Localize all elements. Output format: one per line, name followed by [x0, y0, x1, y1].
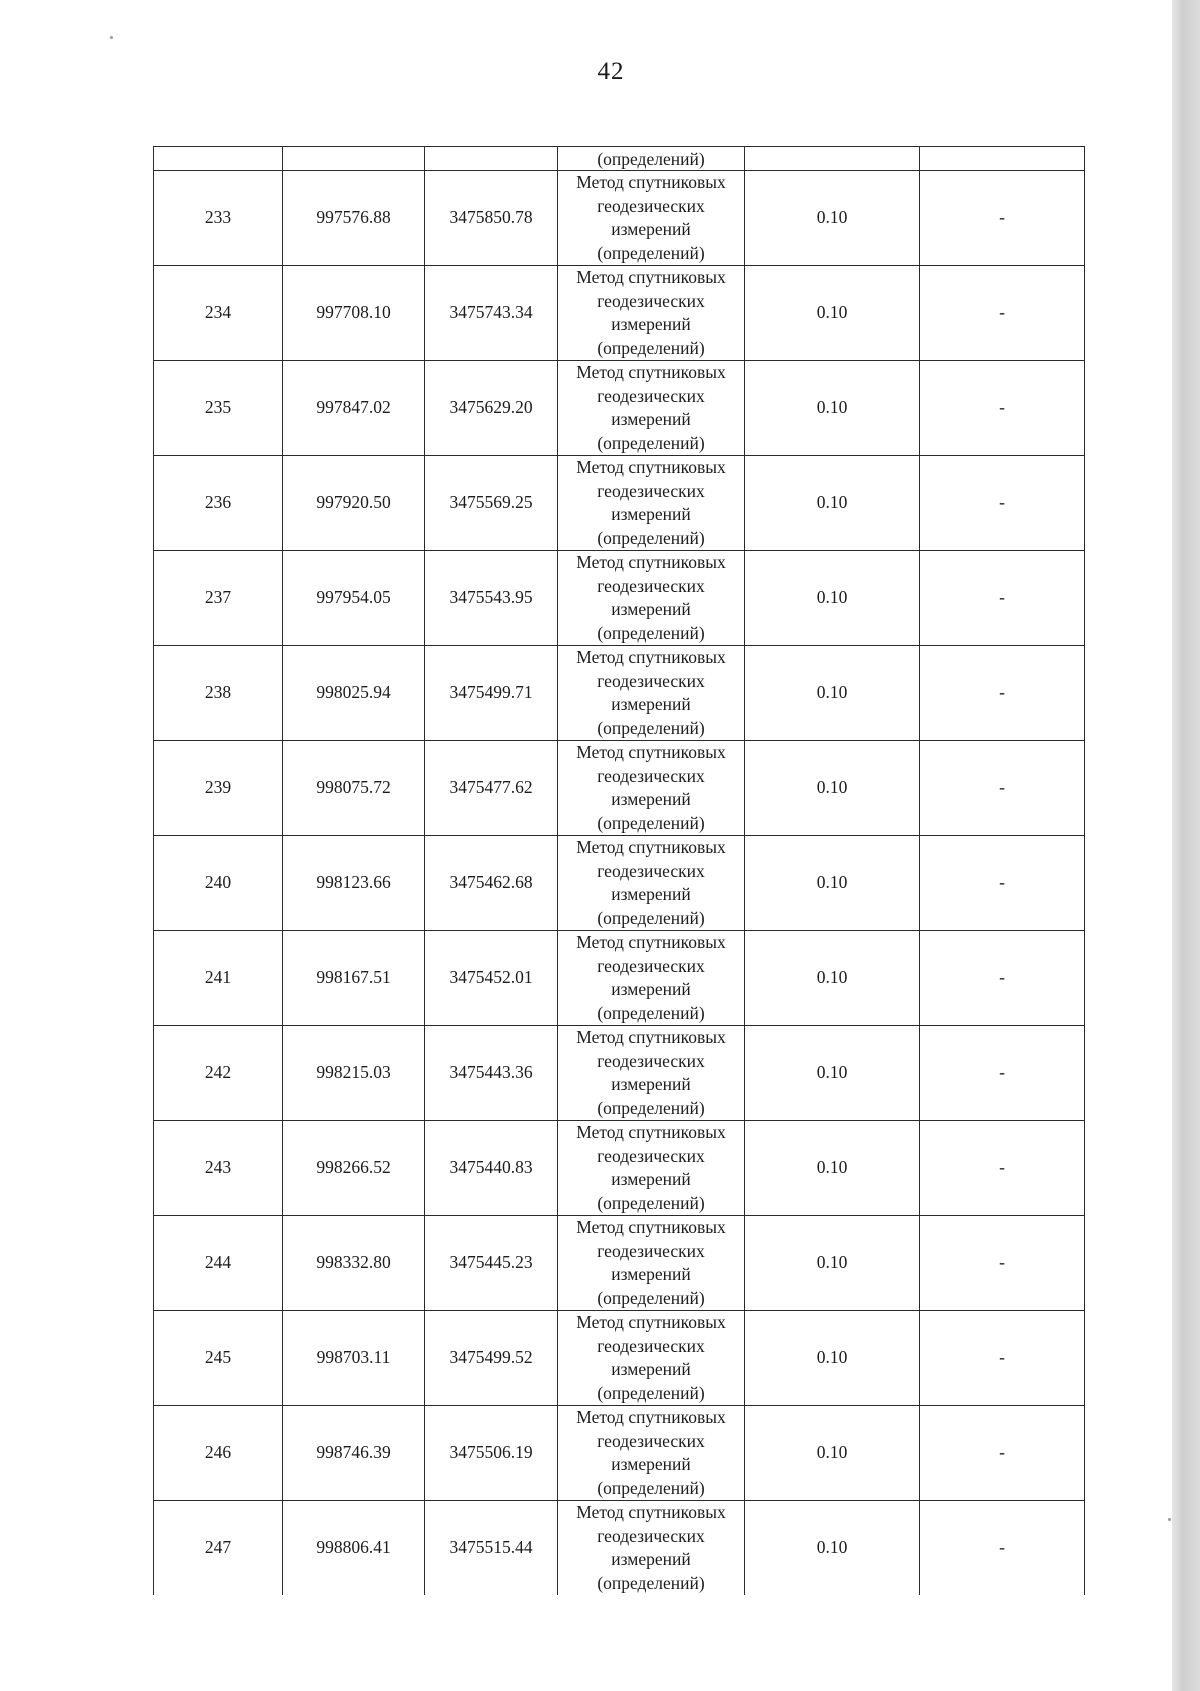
y-coordinate-cell: 3475443.36	[425, 1026, 558, 1121]
y-coordinate-cell: 3475543.95	[425, 551, 558, 646]
precision-cell: 0.10	[745, 1121, 920, 1216]
y-coordinate-cell: 3475445.23	[425, 1216, 558, 1311]
method-text-line: геодезических	[597, 1050, 705, 1071]
note-cell: -	[920, 931, 1085, 1026]
method-text-line: Метод спутниковых	[576, 457, 726, 477]
point-number-cell: 246	[154, 1406, 283, 1501]
point-number-cell: 239	[154, 741, 283, 836]
method-text-line: измерений	[611, 1549, 691, 1569]
method-text-line: измерений	[611, 599, 691, 619]
method-text-line: геодезических	[597, 860, 705, 881]
y-coordinate-cell: 3475477.62	[425, 741, 558, 836]
method-text-line: Метод спутниковых	[576, 172, 726, 192]
note-cell: -	[920, 836, 1085, 931]
method-text-line: (определений)	[597, 1287, 705, 1308]
method-text-line: измерений	[611, 1074, 691, 1094]
x-coordinate-cell: 998025.94	[283, 646, 425, 741]
method-text-line: (определений)	[597, 907, 705, 928]
coordinates-table-wrapper	[153, 146, 1084, 1595]
method-text-line: Метод спутниковых	[576, 1407, 726, 1427]
point-number-cell: 243	[154, 1121, 283, 1216]
x-coordinate-cell: 997847.02	[283, 361, 425, 456]
table-row	[154, 456, 1085, 551]
x-coordinate-cell: 998215.03	[283, 1026, 425, 1121]
x-coordinate-cell: 998746.39	[283, 1406, 425, 1501]
method-text-line: геодезических	[597, 195, 705, 216]
y-coordinate-cell: 3475506.19	[425, 1406, 558, 1501]
method-cell	[558, 361, 745, 456]
method-text-line: геодезических	[597, 955, 705, 976]
table-row	[154, 171, 1085, 266]
method-cell	[558, 646, 745, 741]
point-number-cell: 247	[154, 1501, 283, 1596]
point-number-cell: 244	[154, 1216, 283, 1311]
method-text-line: геодезических	[597, 765, 705, 786]
table-row	[154, 266, 1085, 361]
note-cell: -	[920, 1216, 1085, 1311]
x-coordinate-cell: 998703.11	[283, 1311, 425, 1406]
method-text-line: (определений)	[597, 432, 705, 453]
table-row	[154, 1121, 1085, 1216]
method-text-line: (определений)	[597, 242, 705, 263]
coordinates-table	[153, 146, 1085, 1595]
x-coordinate-cell: 997576.88	[283, 171, 425, 266]
precision-cell: 0.10	[745, 456, 920, 551]
note-cell: -	[920, 266, 1085, 361]
point-number-cell: 238	[154, 646, 283, 741]
x-coordinate-cell: 998123.66	[283, 836, 425, 931]
note-cell: -	[920, 1406, 1085, 1501]
x-coordinate-cell: 997954.05	[283, 551, 425, 646]
method-cell	[558, 741, 745, 836]
method-text-line: (определений)	[597, 1477, 705, 1498]
x-coordinate-cell: 998806.41	[283, 1501, 425, 1596]
table-row	[154, 646, 1085, 741]
method-text-line: Метод спутниковых	[576, 1312, 726, 1332]
note-cell: -	[920, 171, 1085, 266]
method-text-line: (определений)	[597, 1572, 705, 1593]
method-cell	[558, 456, 745, 551]
method-text-line: геодезических	[597, 575, 705, 596]
method-text-line: Метод спутниковых	[576, 1122, 726, 1142]
method-text-line: геодезических	[597, 1335, 705, 1356]
method-text-line: (определений)	[597, 1002, 705, 1023]
table-row	[154, 1026, 1085, 1121]
method-cell	[558, 171, 745, 266]
method-text-line: (определений)	[597, 1097, 705, 1118]
note-cell: -	[920, 1026, 1085, 1121]
method-cell	[558, 551, 745, 646]
method-text-line: измерений	[611, 694, 691, 714]
precision-cell: 0.10	[745, 1026, 920, 1121]
method-cell	[558, 266, 745, 361]
method-text-line: геодезических	[597, 480, 705, 501]
point-number-cell: 235	[154, 361, 283, 456]
x-coordinate-cell: 997920.50	[283, 456, 425, 551]
method-text-line: геодезических	[597, 385, 705, 406]
table-row	[154, 1311, 1085, 1406]
note-cell: -	[920, 741, 1085, 836]
method-text-line: Метод спутниковых	[576, 1502, 726, 1522]
method-text-line: (определений)	[597, 717, 705, 738]
continued-row	[154, 147, 1085, 171]
table-row	[154, 836, 1085, 931]
point-number-cell: 236	[154, 456, 283, 551]
method-text-line: измерений	[611, 314, 691, 334]
method-text-line: измерений	[611, 1169, 691, 1189]
scan-page-edge	[1172, 0, 1200, 1691]
precision-cell: 0.10	[745, 1311, 920, 1406]
y-coordinate-cell: 3475743.34	[425, 266, 558, 361]
note-cell: -	[920, 1311, 1085, 1406]
cell-empty	[425, 147, 558, 171]
method-text-line: геодезических	[597, 290, 705, 311]
y-coordinate-cell: 3475499.71	[425, 646, 558, 741]
method-text-line: Метод спутниковых	[576, 647, 726, 667]
table-row	[154, 1216, 1085, 1311]
cell-empty	[920, 147, 1085, 171]
method-text-line: Метод спутниковых	[576, 552, 726, 572]
point-number-cell: 245	[154, 1311, 283, 1406]
method-cell	[558, 1501, 745, 1596]
y-coordinate-cell: 3475515.44	[425, 1501, 558, 1596]
table-row	[154, 361, 1085, 456]
method-text-line: Метод спутниковых	[576, 742, 726, 762]
point-number-cell: 237	[154, 551, 283, 646]
method-text-line: измерений	[611, 1359, 691, 1379]
method-text-line: (определений)	[597, 812, 705, 833]
x-coordinate-cell: 998332.80	[283, 1216, 425, 1311]
method-cell	[558, 1311, 745, 1406]
note-cell: -	[920, 1121, 1085, 1216]
precision-cell: 0.10	[745, 361, 920, 456]
method-text-line: Метод спутниковых	[576, 932, 726, 952]
point-number-cell: 240	[154, 836, 283, 931]
table-row	[154, 551, 1085, 646]
y-coordinate-cell: 3475850.78	[425, 171, 558, 266]
cell-empty	[283, 147, 425, 171]
method-text-line: измерений	[611, 884, 691, 904]
point-number-cell: 242	[154, 1026, 283, 1121]
method-text-line: измерений	[611, 789, 691, 809]
point-number-cell: 233	[154, 171, 283, 266]
note-cell: -	[920, 646, 1085, 741]
table-row	[154, 741, 1085, 836]
method-text-line: Метод спутниковых	[576, 1027, 726, 1047]
method-text-line: геодезических	[597, 1525, 705, 1546]
precision-cell: 0.10	[745, 1501, 920, 1596]
continued-method-cell: (определений)	[558, 147, 745, 171]
method-text-line: (определений)	[597, 622, 705, 643]
precision-cell: 0.10	[745, 836, 920, 931]
table-row	[154, 931, 1085, 1026]
precision-cell: 0.10	[745, 551, 920, 646]
x-coordinate-cell: 998167.51	[283, 931, 425, 1026]
method-text-line: измерений	[611, 504, 691, 524]
table-row	[154, 1406, 1085, 1501]
y-coordinate-cell: 3475499.52	[425, 1311, 558, 1406]
table-row	[154, 1501, 1085, 1596]
method-text-line: (определений)	[597, 1192, 705, 1213]
precision-cell: 0.10	[745, 741, 920, 836]
point-number-cell: 234	[154, 266, 283, 361]
precision-cell: 0.10	[745, 646, 920, 741]
note-cell: -	[920, 1501, 1085, 1596]
cell-empty	[154, 147, 283, 171]
y-coordinate-cell: 3475629.20	[425, 361, 558, 456]
method-text-line: геодезических	[597, 1145, 705, 1166]
method-text-line: (определений)	[597, 337, 705, 358]
method-text-line: геодезических	[597, 1240, 705, 1261]
precision-cell: 0.10	[745, 171, 920, 266]
y-coordinate-cell: 3475569.25	[425, 456, 558, 551]
method-text-line: измерений	[611, 409, 691, 429]
method-cell	[558, 1406, 745, 1501]
note-cell: -	[920, 456, 1085, 551]
method-text-line: измерений	[611, 1264, 691, 1284]
method-text-line: (определений)	[597, 527, 705, 548]
x-coordinate-cell: 998075.72	[283, 741, 425, 836]
method-text-line: геодезических	[597, 670, 705, 691]
method-text-line: измерений	[611, 979, 691, 999]
precision-cell: 0.10	[745, 266, 920, 361]
note-cell: -	[920, 551, 1085, 646]
method-text-line: Метод спутниковых	[576, 837, 726, 857]
point-number-cell: 241	[154, 931, 283, 1026]
method-cell	[558, 836, 745, 931]
method-text-line: Метод спутниковых	[576, 1217, 726, 1237]
method-text-line: измерений	[611, 219, 691, 239]
method-text-line: измерений	[611, 1454, 691, 1474]
page-number: 42	[597, 58, 625, 85]
method-cell	[558, 1121, 745, 1216]
x-coordinate-cell: 997708.10	[283, 266, 425, 361]
method-cell	[558, 1026, 745, 1121]
scan-speck	[110, 36, 113, 39]
note-cell: -	[920, 361, 1085, 456]
method-text-line: Метод спутниковых	[576, 362, 726, 382]
precision-cell: 0.10	[745, 1216, 920, 1311]
y-coordinate-cell: 3475440.83	[425, 1121, 558, 1216]
cell-empty	[745, 147, 920, 171]
scan-speck	[1168, 1518, 1171, 1521]
y-coordinate-cell: 3475452.01	[425, 931, 558, 1026]
method-text-line: геодезических	[597, 1430, 705, 1451]
x-coordinate-cell: 998266.52	[283, 1121, 425, 1216]
method-text-line: Метод спутниковых	[576, 267, 726, 287]
method-text-line: (определений)	[597, 1382, 705, 1403]
method-cell	[558, 1216, 745, 1311]
method-cell	[558, 931, 745, 1026]
y-coordinate-cell: 3475462.68	[425, 836, 558, 931]
precision-cell: 0.10	[745, 931, 920, 1026]
precision-cell: 0.10	[745, 1406, 920, 1501]
